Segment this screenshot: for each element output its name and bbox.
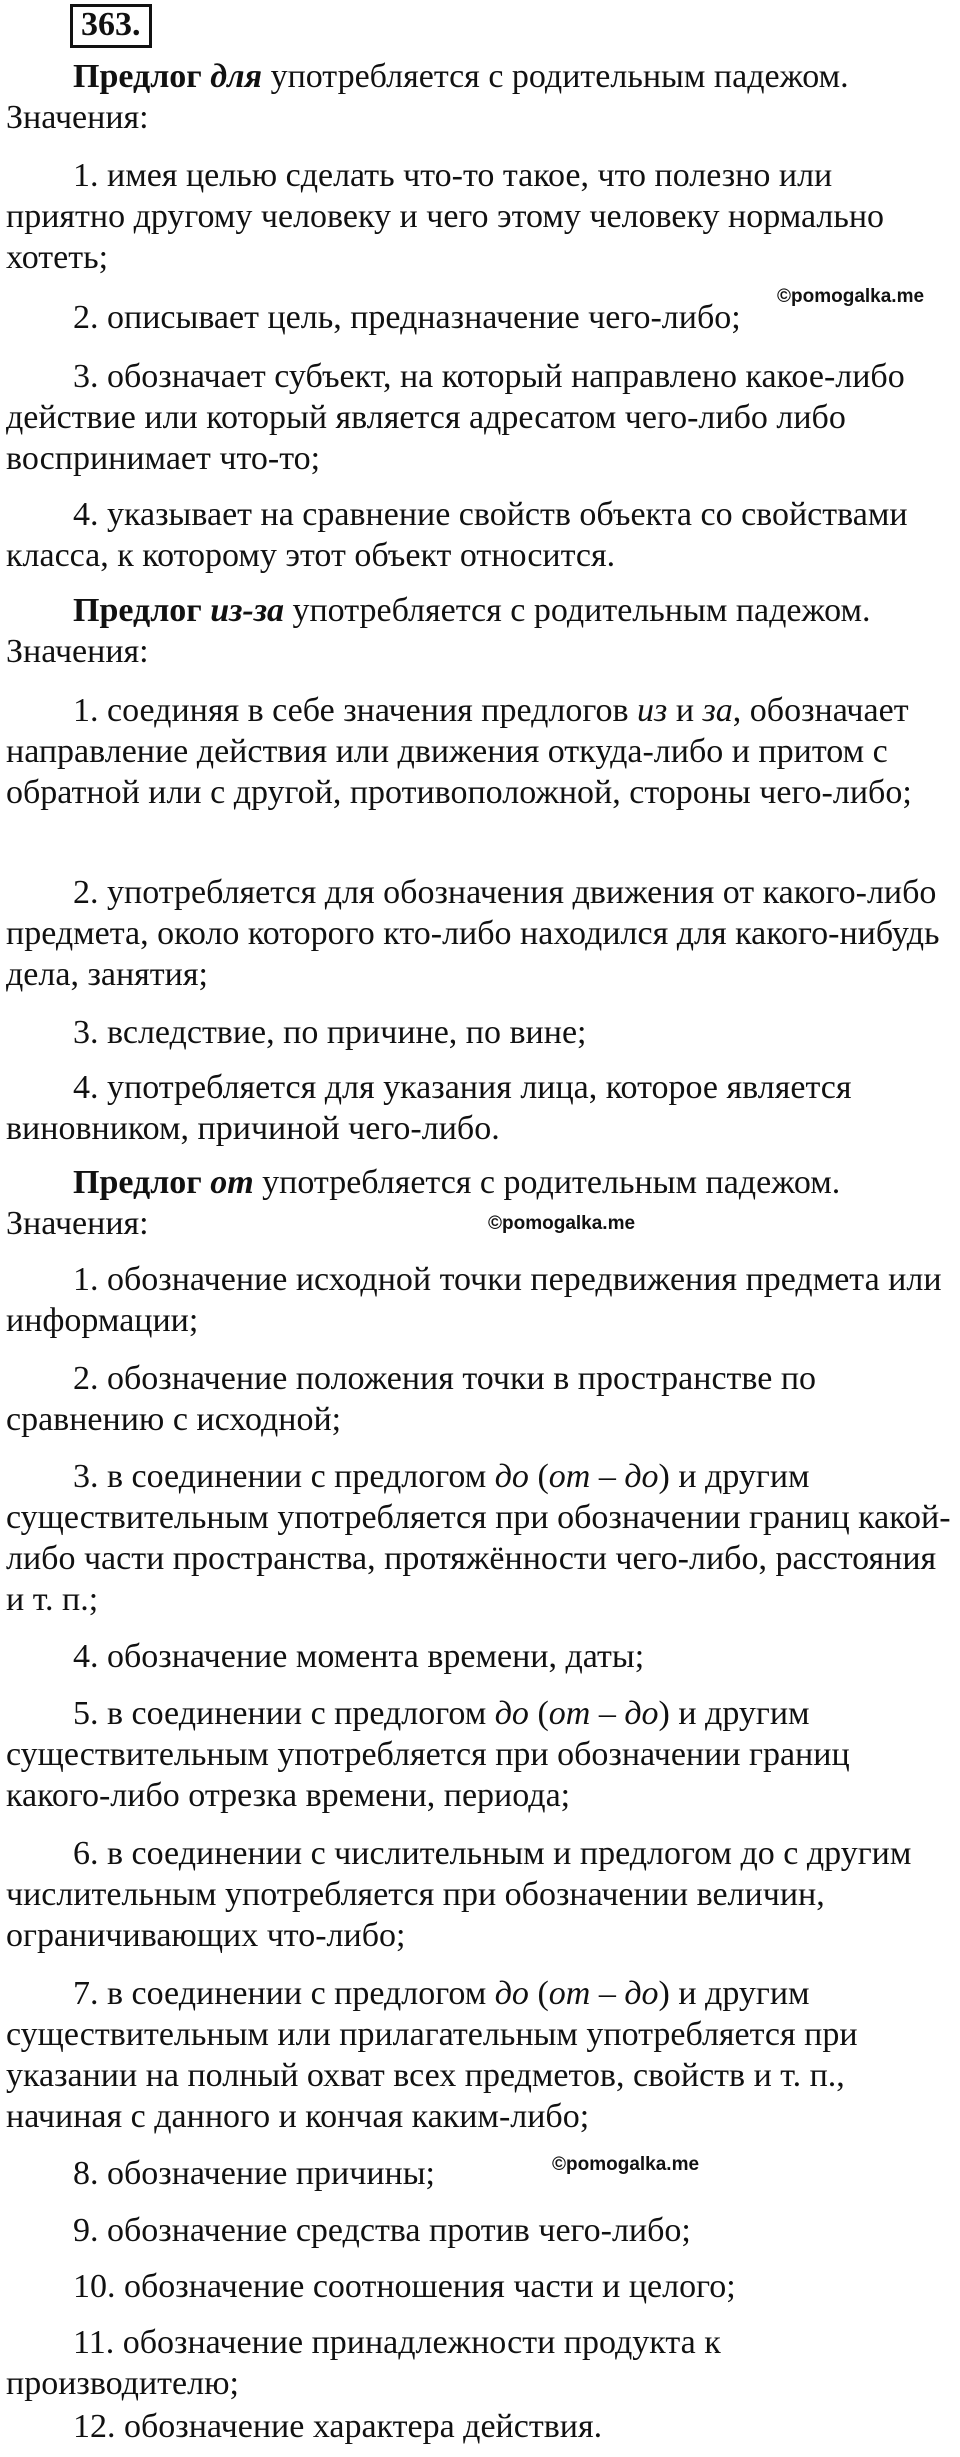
iz-za-item-4: 4. употребляется для указания лица, которое является виновником, причиной чего-либо. [6,1069,852,1147]
watermark: ©pomogalka.me [777,286,925,307]
ot-item-6: 6. в соединении с числительным и предлогом до с другим числительным употребляется при обозначении величин, ограничивающих что-либо; [6,1835,912,1954]
dlya-item-2: 2. описывает цель, предназначение чего-либо; [73,299,741,336]
intro-iz-za: Предлог из-за употребляется с родительным падежом. Значения: [6,592,871,670]
ot-item-4: 4. обозначение момента времени, даты; [73,1638,645,1675]
ot-item-7: 7. в соединении с предлогом до (от – до) и другим существительным или прилагательным употребляется при указании на полный охват всех предметов, свойств и т. п., начиная с данного и кончая каким-либо; [6,1975,858,2135]
iz-za-item-1: 1. соединяя в себе значения предлогов из и за, обозначает направление действия или движения откуда-либо и притом с обратной или с другой, противоположной, стороны чего-либо; [6,692,912,811]
ot-item-12: 12. обозначение характера действия. [73,2408,603,2445]
ot-item-5: 5. в соединении с предлогом до (от – до) и другим существительным употребляется при обозначении границ какого-либо отрезка времени, периода; [6,1695,850,1814]
ot-item-3: 3. в соединении с предлогом до (от – до) и другим существительным употребляется при обозначении границ какой-либо части пространства, протяжённости чего-либо, расстояния и т. п.; [6,1458,951,1618]
dlya-item-3: 3. обозначает субъект, на который направлено какое-либо действие или который является адресатом чего-либо либо воспринимает что-то; [6,358,905,477]
ot-item-10: 10. обозначение соотношения части и целого; [73,2268,736,2305]
ot-item-11: 11. обозначение принадлежности продукта к производителю; [6,2324,721,2402]
dlya-item-4: 4. указывает на сравнение свойств объекта со свойствами класса, к которому этот объект относится. [6,496,908,574]
ot-item-1: 1. обозначение исходной точки передвижения предмета или информации; [6,1261,942,1339]
watermark: ©pomogalka.me [488,1213,636,1234]
ot-item-8: 8. обозначение причины; [73,2155,435,2192]
intro-ot: Предлог от употребляется с родительным падежом. Значения: [6,1164,841,1242]
iz-za-item-3: 3. вследствие, по причине, по вине; [73,1014,587,1051]
ot-item-9: 9. обозначение средства против чего-либо; [73,2212,691,2249]
exercise-number: 363. [70,4,152,48]
dlya-item-1: 1. имея целью сделать что-то такое, что полезно или приятно другому человеку и чего этому человеку нормально хотеть; [6,157,885,276]
iz-za-item-2: 2. употребляется для обозначения движения от какого-либо предмета, около которого кто-либо находился для какого-нибудь дела, занятия; [6,874,940,993]
ot-item-2: 2. обозначение положения точки в пространстве по сравнению с исходной; [6,1360,817,1438]
watermark: ©pomogalka.me [552,2154,700,2175]
intro-dlya: Предлог для употребляется с родительным падежом. Значения: [6,58,849,136]
